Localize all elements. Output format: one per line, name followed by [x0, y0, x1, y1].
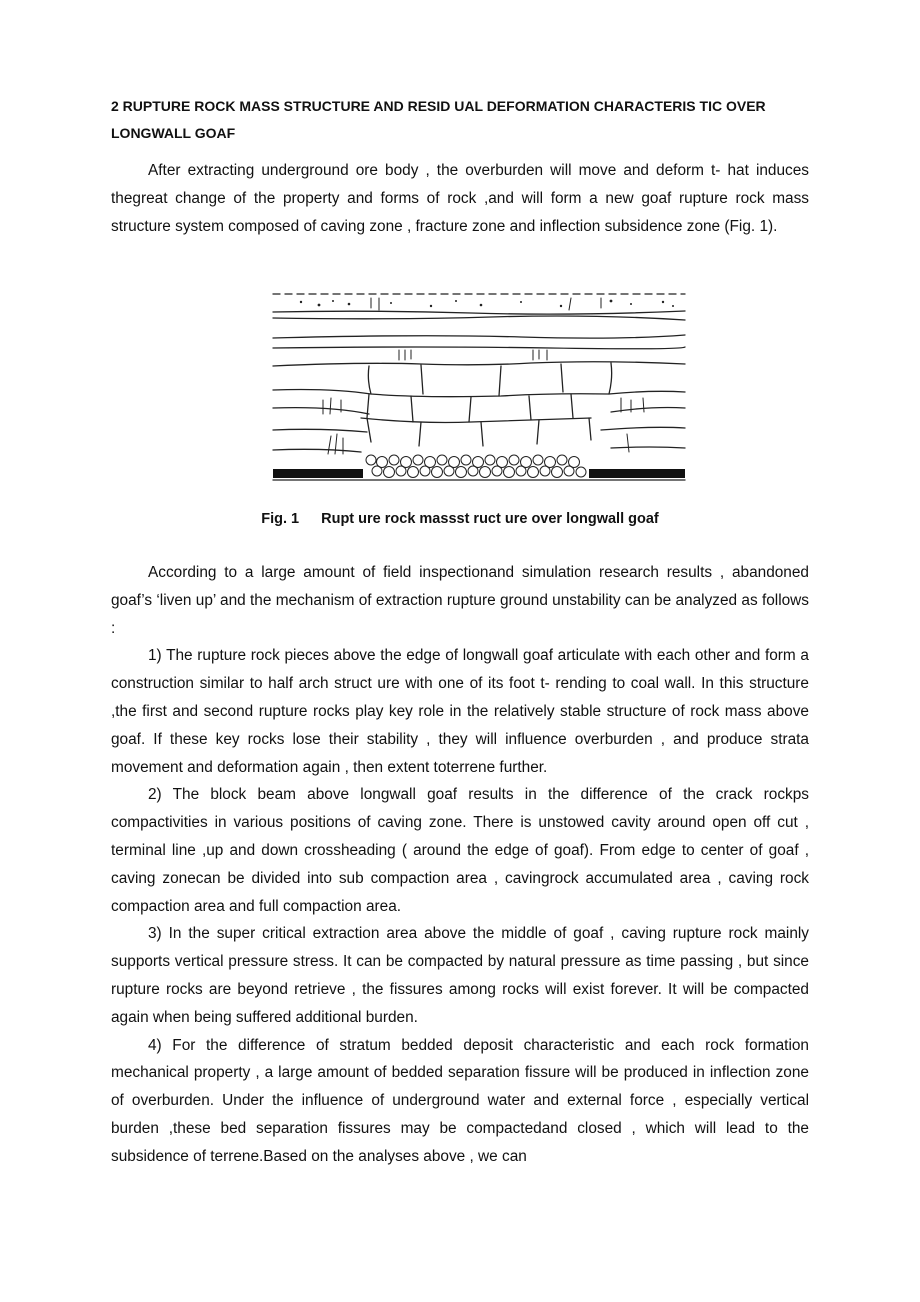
- intro-paragraph: After extracting underground ore body , the overburden will move and deform t- hat induces thegreat change of the property and forms of rock ,and will form a new goaf rupture rock mass structure system composed of caving zone , fracture zone and inflection subsidence zone (Fig. 1).: [111, 162, 809, 235]
- body-text: [111, 559, 809, 1171]
- analysis-paragraph: According to a large amount of field inspectionand simulation research results , abandoned goaf’s ‘liven up’ and the mechanism of extraction rupture ground unstability can be analyzed as follows :: [111, 564, 809, 637]
- point-3-paragraph: 3) In the super critical extraction area above the middle of goaf , caving rupture rock mainly supports vertical pressure stress. It can be compacted by natural pressure as time passing , but since rupture rocks are beyond retrieve , the fissures among rocks will exist forever. It will be compacted again when being suffered additional burden.: [111, 925, 809, 1026]
- section-heading: 2 RUPTURE ROCK MASS STRUCTURE AND RESID UAL DEFORMATION CHARACTERIS TIC OVER LONGWALL GOAF: [111, 98, 766, 141]
- intro-block: [111, 157, 809, 240]
- point-1-paragraph: 1) The rupture rock pieces above the edge of longwall goaf articulate with each other and form a construction similar to half arch struct ure with one of its foot t- rending to coal wall. In this structure ,the first and second rupture rocks play key role in the relatively stable structure of rock mass above goaf. If these key rocks lose their stability , they will influence overburden , and produce strata movement and deformation again , then extent toterrene further.: [111, 647, 809, 776]
- figure-caption: [111, 506, 809, 533]
- figure-caption-text: Rupt ure rock massst ruct ure over longwall goaf: [321, 511, 659, 527]
- rupture-rock-mass-figure: [271, 290, 686, 482]
- figure-number: Fig. 1: [261, 511, 300, 527]
- point-2-paragraph: 2) The block beam above longwall goaf results in the difference of the crack rockps compactivities in various positions of caving zone. There is unstowed cavity around open off cut , terminal line ,up and down crossheading ( around the edge of goaf). From edge to center of goaf , caving zonecan be divided into sub compaction area , cavingrock accumulated area , caving rock compaction area and full compaction area.: [111, 786, 809, 915]
- point-4-paragraph: 4) For the difference of stratum bedded deposit characteristic and each rock formation mechanical property , a large amount of bedded separation fissure will be produced in inflection zone of overburden. Under the influence of underground water and external force , especially vertical burden ,these bed separation fissures may be compactedand closed , which will lead to the subsidence of terrene.Based on the analyses above , we can: [111, 1036, 809, 1165]
- rock-strata-diagram: [271, 290, 686, 482]
